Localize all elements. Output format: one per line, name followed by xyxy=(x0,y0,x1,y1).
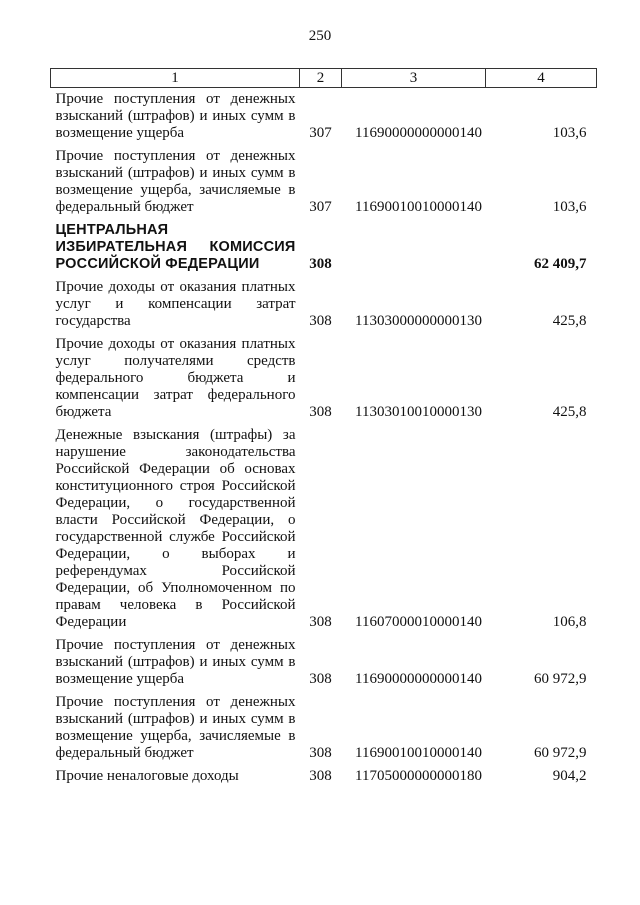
row-description: Прочие доходы от оказания платных услуг и компенсации затрат государства xyxy=(55,279,296,329)
row-admin-code: 308 xyxy=(309,745,332,761)
row-amount: 103,6 xyxy=(552,199,587,215)
row-admin-code: 307 xyxy=(309,199,332,215)
row-description: Прочие поступления от денежных взысканий (штрафов) и иных сумм в возмещение ущерба xyxy=(55,637,296,687)
row-admin-code: 308 xyxy=(309,671,332,687)
page-number: 250 xyxy=(308,28,332,44)
row-budget-code: 11690000000000140 xyxy=(355,125,482,141)
table-body xyxy=(51,88,597,786)
row-budget-code: 11607000010000140 xyxy=(355,614,482,630)
row-admin-code: 308 xyxy=(309,313,332,329)
row-admin-code: 308 xyxy=(309,256,332,272)
row-budget-code: 11303010010000130 xyxy=(355,404,482,420)
row-description: Денежные взыскания (штрафы) за нарушение законодательства Российской Федерации об основах конституционного строя Российской Федерации, о государственной власти Российской Федерации, о государственной службе Российской Федерации, о выборах и референдумах Российской Федерации, об Уполномоченном по правам человека в Российской Федерации xyxy=(55,427,296,630)
row-description: Прочие поступления от денежных взысканий (штрафов) и иных сумм в возмещение ущерба, зачисляемые в федеральный бюджет xyxy=(55,694,296,761)
row-amount: 106,8 xyxy=(552,614,587,630)
header-col-4: 4 xyxy=(486,69,597,88)
table-row xyxy=(51,330,597,421)
row-description: Прочие доходы от оказания платных услуг получателями средств федерального бюджета и компенсации затрат федерального бюджета xyxy=(55,336,296,420)
row-amount: 60 972,9 xyxy=(534,671,587,687)
row-budget-code: 11705000000000180 xyxy=(355,768,482,784)
table-header xyxy=(51,69,597,88)
row-budget-code xyxy=(342,216,486,273)
row-budget-code: 11690010010000140 xyxy=(355,745,482,761)
table-row xyxy=(51,142,597,216)
table-row xyxy=(51,421,597,631)
row-amount: 904,2 xyxy=(552,768,587,784)
table-row xyxy=(51,631,597,688)
table-row xyxy=(51,273,597,330)
table-row xyxy=(51,88,597,143)
row-budget-code: 11303000000000130 xyxy=(355,313,482,329)
row-amount: 425,8 xyxy=(552,404,587,420)
table-row xyxy=(51,762,597,785)
row-amount: 425,8 xyxy=(552,313,587,329)
table-row xyxy=(51,216,597,273)
header-col-3: 3 xyxy=(342,69,486,88)
row-amount: 62 409,7 xyxy=(534,256,587,272)
row-admin-code: 308 xyxy=(309,768,332,784)
header-col-2: 2 xyxy=(300,69,342,88)
row-description: ЦЕНТРАЛЬНАЯ ИЗБИРАТЕЛЬНАЯ КОМИССИЯ РОССИЙСКОЙ ФЕДЕРАЦИИ xyxy=(55,222,296,272)
row-admin-code: 308 xyxy=(309,614,332,630)
revenue-table xyxy=(50,68,597,785)
header-col-1: 1 xyxy=(51,69,300,88)
row-admin-code: 308 xyxy=(309,404,332,420)
row-description: Прочие поступления от денежных взысканий (штрафов) и иных сумм в возмещение ущерба xyxy=(55,91,296,141)
row-description: Прочие неналоговые доходы xyxy=(55,768,239,784)
row-amount: 103,6 xyxy=(552,125,587,141)
row-description: Прочие поступления от денежных взысканий (штрафов) и иных сумм в возмещение ущерба, зачисляемые в федеральный бюджет xyxy=(55,148,296,215)
table-row xyxy=(51,688,597,762)
row-amount: 60 972,9 xyxy=(534,745,587,761)
row-budget-code: 11690000000000140 xyxy=(355,671,482,687)
row-budget-code: 11690010010000140 xyxy=(355,199,482,215)
row-admin-code: 307 xyxy=(309,125,332,141)
